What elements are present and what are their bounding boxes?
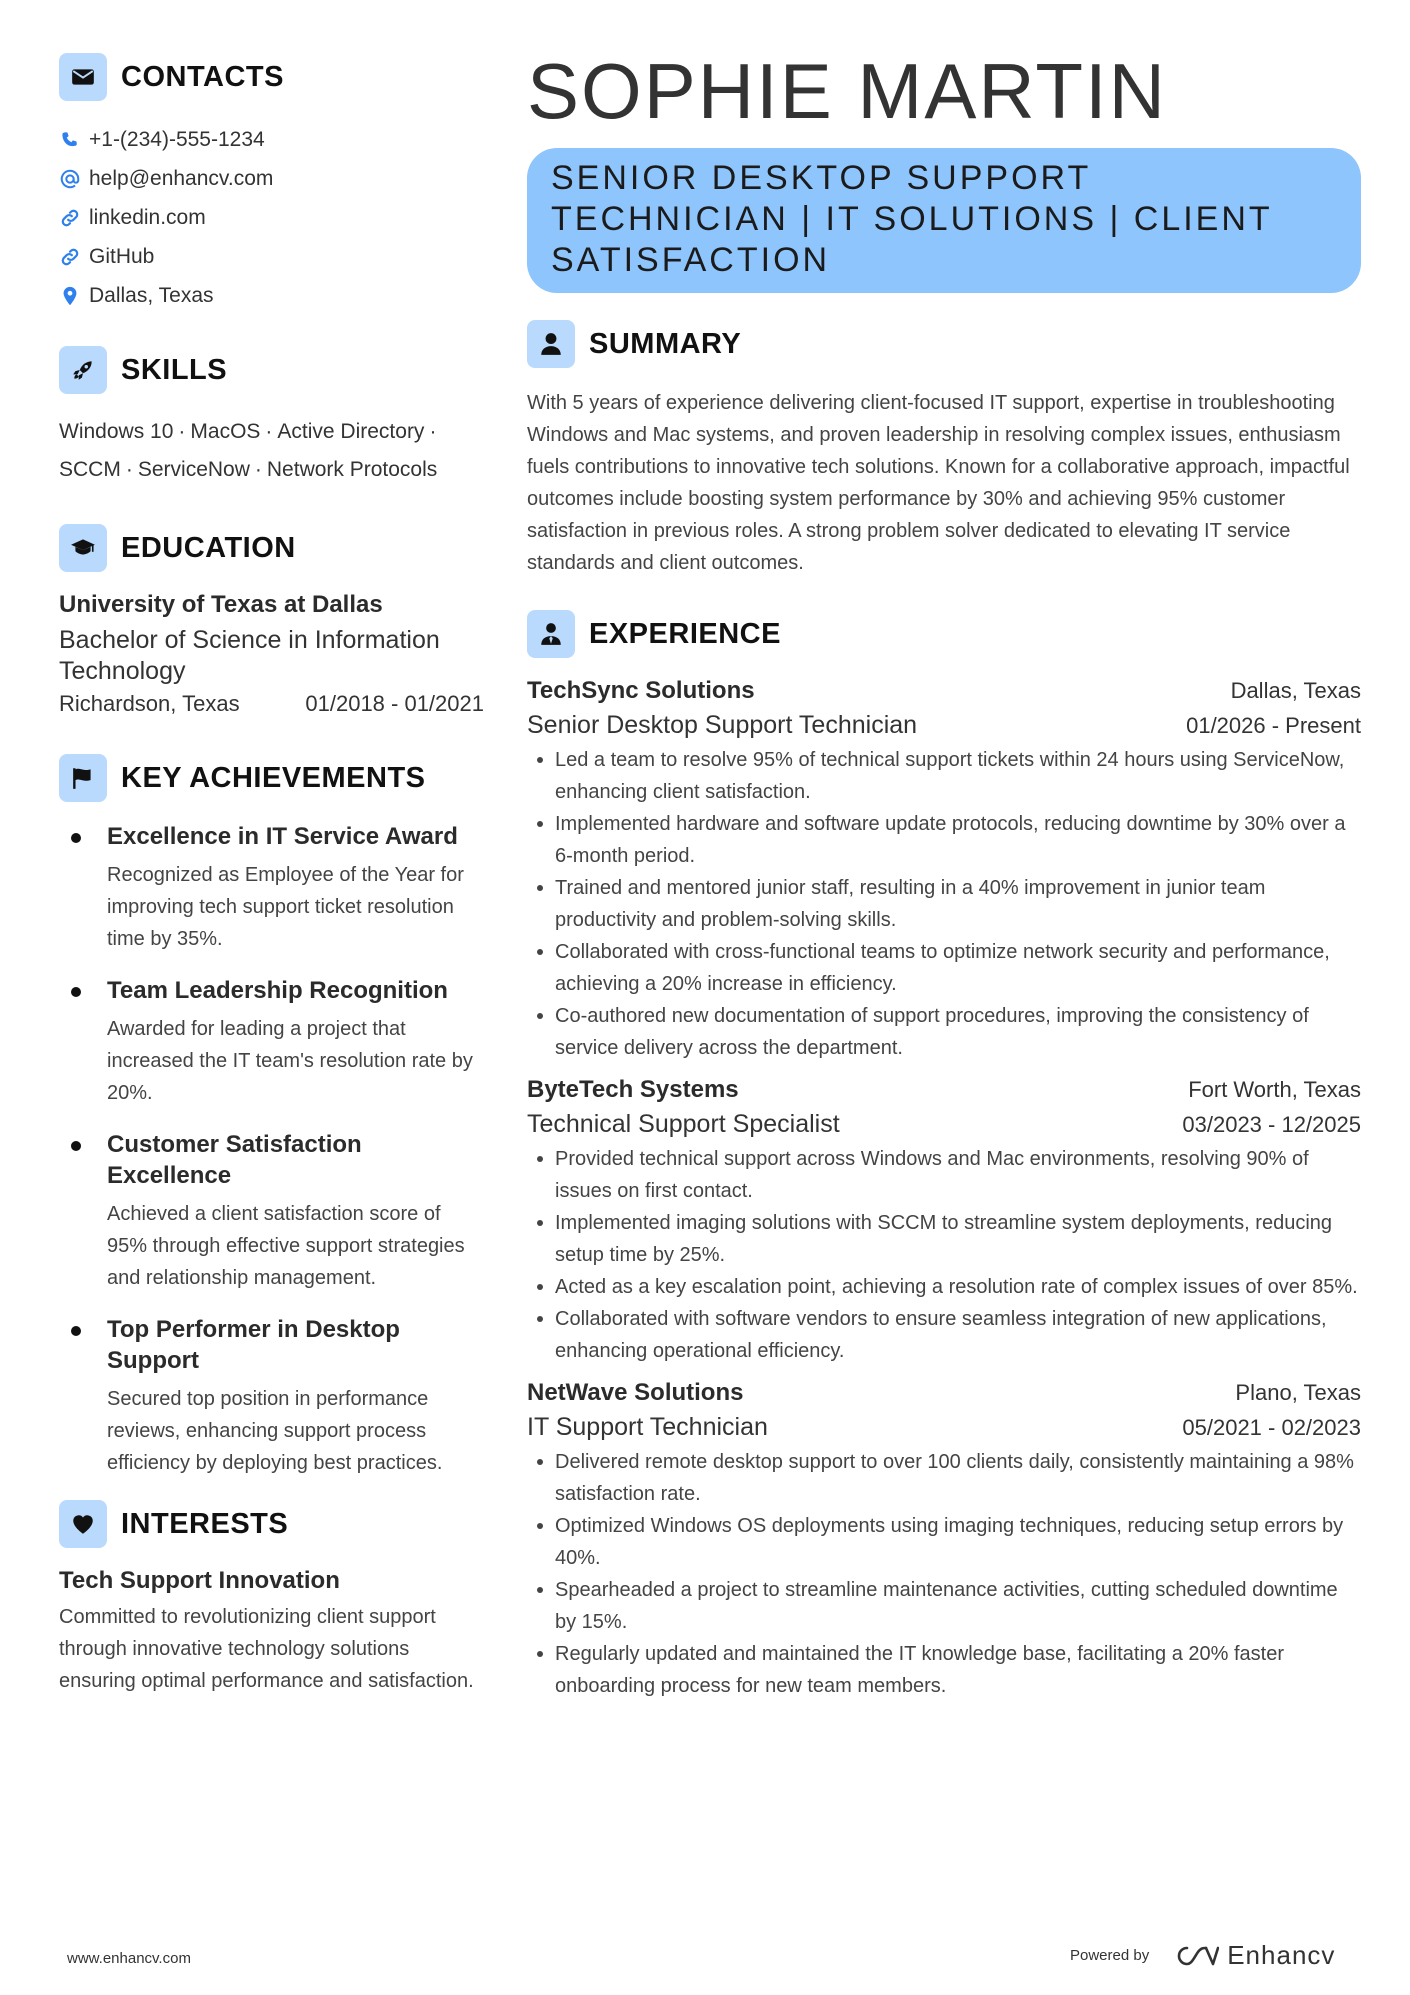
- job-company: TechSync Solutions: [527, 677, 755, 704]
- skill-separator: ·: [429, 420, 437, 443]
- skill-item: MacOS: [190, 420, 261, 443]
- flag-icon: [59, 754, 107, 802]
- job-bullet: Regularly updated and maintained the IT knowledge base, facilitating a 20% faster onboarding process for new team members.: [527, 1638, 1361, 1702]
- interest-desc: Committed to revolutionizing client support through innovative technology solutions ensuring optimal performance and satisfaction.: [59, 1606, 474, 1692]
- job-company: ByteTech Systems: [527, 1076, 739, 1103]
- contact-github[interactable]: [59, 237, 484, 276]
- job-bullet: Spearheaded a project to streamline maintenance activities, cutting scheduled downtime by 15%.: [527, 1574, 1361, 1638]
- location-text: Dallas, Texas: [89, 283, 214, 307]
- contacts-header: [59, 52, 484, 102]
- contact-phone[interactable]: [59, 120, 484, 159]
- job-bullets: [527, 744, 1361, 1064]
- education-header: [59, 523, 484, 573]
- footer-website[interactable]: www.enhancv.com: [67, 1950, 191, 1967]
- interests-header: [59, 1499, 484, 1549]
- job-bullet: Provided technical support across Windows and Mac environments, resolving 90% of issues on first contact.: [527, 1143, 1361, 1207]
- education-degree: Bachelor of Science in Information Technology: [59, 626, 440, 685]
- job-dates: 05/2021 - 02/2023: [1182, 1415, 1361, 1440]
- envelope-icon: [59, 53, 107, 101]
- graduation-cap-icon: [59, 524, 107, 572]
- interests-heading: INTERESTS: [121, 1507, 289, 1540]
- experience-header: [527, 609, 1361, 659]
- contact-linkedin[interactable]: [59, 198, 484, 237]
- job-bullet: Implemented imaging solutions with SCCM to streamline system deployments, reducing setup time by 25%.: [527, 1207, 1361, 1271]
- skill-separator: ·: [254, 458, 262, 481]
- skill-item: Windows 10: [59, 420, 174, 443]
- link-icon: [59, 246, 81, 268]
- job-bullet: Optimized Windows OS deployments using imaging techniques, reducing setup errors by 40%.: [527, 1510, 1361, 1574]
- job-bullets: [527, 1446, 1361, 1702]
- interest-title: Tech Support Innovation: [59, 1567, 340, 1594]
- at-sign-icon: [59, 168, 81, 190]
- achievement-desc: Secured top position in performance reviews, enhancing support process efficiency by deploying best practices.: [107, 1388, 443, 1474]
- skill-separator: ·: [178, 420, 186, 443]
- education-school: University of Texas at Dallas: [59, 591, 383, 618]
- job-location: Fort Worth, Texas: [1188, 1077, 1361, 1102]
- achievement-title: Top Performer in Desktop Support: [107, 1316, 400, 1374]
- job-dates: 03/2023 - 12/2025: [1182, 1112, 1361, 1137]
- user-icon: [527, 320, 575, 368]
- achievement-item: [59, 821, 484, 955]
- education-meta: [59, 691, 484, 717]
- job-bullet: Collaborated with software vendors to ensure seamless integration of new applications, enhancing operational efficiency.: [527, 1303, 1361, 1367]
- skill-separator: ·: [125, 458, 133, 481]
- candidate-name: SOPHIE MARTIN: [527, 47, 1167, 135]
- contact-location: [59, 276, 484, 315]
- map-pin-icon: [59, 285, 81, 307]
- achievement-desc: Achieved a client satisfaction score of 95% through effective support strategies and relationship management.: [107, 1203, 465, 1289]
- job-bullet: Led a team to resolve 95% of technical support tickets within 24 hours using ServiceNow, enhancing client satisfaction.: [527, 744, 1361, 808]
- user-tie-icon: [527, 610, 575, 658]
- phone-icon: [59, 129, 81, 151]
- contact-email[interactable]: [59, 159, 484, 198]
- skills-heading: SKILLS: [121, 353, 228, 386]
- enhancv-logo-icon: [1173, 1943, 1219, 1969]
- achievements-list: [59, 821, 484, 1479]
- skill-separator: ·: [265, 420, 273, 443]
- achievement-title: Customer Satisfaction Excellence: [107, 1131, 362, 1189]
- footer-branding[interactable]: [1070, 1940, 1335, 1971]
- job-bullet: Trained and mentored junior staff, resulting in a 40% improvement in junior team productivity and problem-solving skills.: [527, 872, 1361, 936]
- summary-header: [527, 319, 1361, 369]
- achievement-item: [59, 1314, 484, 1479]
- job-title: Technical Support Specialist: [527, 1110, 840, 1138]
- job-location: Dallas, Texas: [1230, 678, 1361, 703]
- right-column: [527, 46, 1361, 1714]
- achievement-title: Excellence in IT Service Award: [107, 823, 458, 850]
- achievements-heading: KEY ACHIEVEMENTS: [121, 761, 426, 794]
- skill-item: ServiceNow: [137, 458, 250, 481]
- role-headline: SENIOR DESKTOP SUPPORT TECHNICIAN | IT SOLUTIONS | CLIENT SATISFACTION: [527, 148, 1361, 293]
- contacts-heading: CONTACTS: [121, 60, 284, 93]
- experience-heading: EXPERIENCE: [589, 617, 781, 650]
- summary-heading: SUMMARY: [589, 327, 742, 360]
- contact-list: [59, 120, 484, 315]
- job-bullets: [527, 1143, 1361, 1367]
- achievement-title: Team Leadership Recognition: [107, 977, 448, 1004]
- enhancv-brand-name: Enhancv: [1227, 1940, 1336, 1970]
- achievements-header: [59, 753, 484, 803]
- job-bullet: Implemented hardware and software update protocols, reducing downtime by 30% over a 6-month period.: [527, 808, 1361, 872]
- job-bullet: Collaborated with cross-functional teams to optimize network security and performance, achieving a 20% increase in efficiency.: [527, 936, 1361, 1000]
- skill-item: SCCM: [59, 458, 121, 481]
- job-title: IT Support Technician: [527, 1413, 768, 1441]
- achievement-item: [59, 975, 484, 1109]
- skill-item: Network Protocols: [266, 458, 438, 481]
- linkedin-text: linkedin.com: [89, 205, 206, 229]
- link-icon: [59, 207, 81, 229]
- skills-list: [59, 413, 484, 489]
- skill-item: Active Directory: [277, 420, 425, 443]
- left-column: [59, 52, 484, 1697]
- job-bullet: Acted as a key escalation point, achieving a resolution rate of complex issues of over 85%.: [527, 1271, 1361, 1303]
- education-dates: 01/2018 - 01/2021: [305, 691, 484, 716]
- powered-by-text: Powered by: [1070, 1947, 1150, 1964]
- email-text: help@enhancv.com: [89, 166, 274, 190]
- job-dates: 01/2026 - Present: [1186, 713, 1361, 738]
- achievement-desc: Awarded for leading a project that increased the IT team's resolution rate by 20%.: [107, 1018, 473, 1104]
- job-bullet: Co-authored new documentation of support procedures, improving the consistency of service delivery across the department.: [527, 1000, 1361, 1064]
- education-heading: EDUCATION: [121, 531, 296, 564]
- heart-icon: [59, 1500, 107, 1548]
- phone-text: +1-(234)-555-1234: [89, 127, 265, 151]
- achievement-desc: Recognized as Employee of the Year for improving tech support ticket resolution time by 35%.: [107, 864, 464, 950]
- rocket-icon: [59, 346, 107, 394]
- github-text: GitHub: [89, 244, 155, 268]
- job-bullet: Delivered remote desktop support to over 100 clients daily, consistently maintaining a 98% satisfaction rate.: [527, 1446, 1361, 1510]
- job-company: NetWave Solutions: [527, 1379, 744, 1406]
- summary-text: With 5 years of experience delivering client-focused IT support, expertise in troubleshooting Windows and Mac systems, and proven leadership in resolving complex issues, enthusiasm fuels contributions to innovative tech solutions. Known for a collaborative approach, impactful outcomes include boosting system performance by 30% and achieving 95% customer satisfaction in previous roles. A strong problem solver dedicated to elevating IT service standards and client outcomes.: [527, 392, 1350, 574]
- job-entry: [527, 677, 1361, 1064]
- education-location: Richardson, Texas: [59, 691, 240, 716]
- job-entry: [527, 1379, 1361, 1702]
- job-location: Plano, Texas: [1235, 1380, 1361, 1405]
- skills-header: [59, 345, 484, 395]
- job-title: Senior Desktop Support Technician: [527, 711, 918, 739]
- achievement-item: [59, 1129, 484, 1294]
- job-entry: [527, 1076, 1361, 1367]
